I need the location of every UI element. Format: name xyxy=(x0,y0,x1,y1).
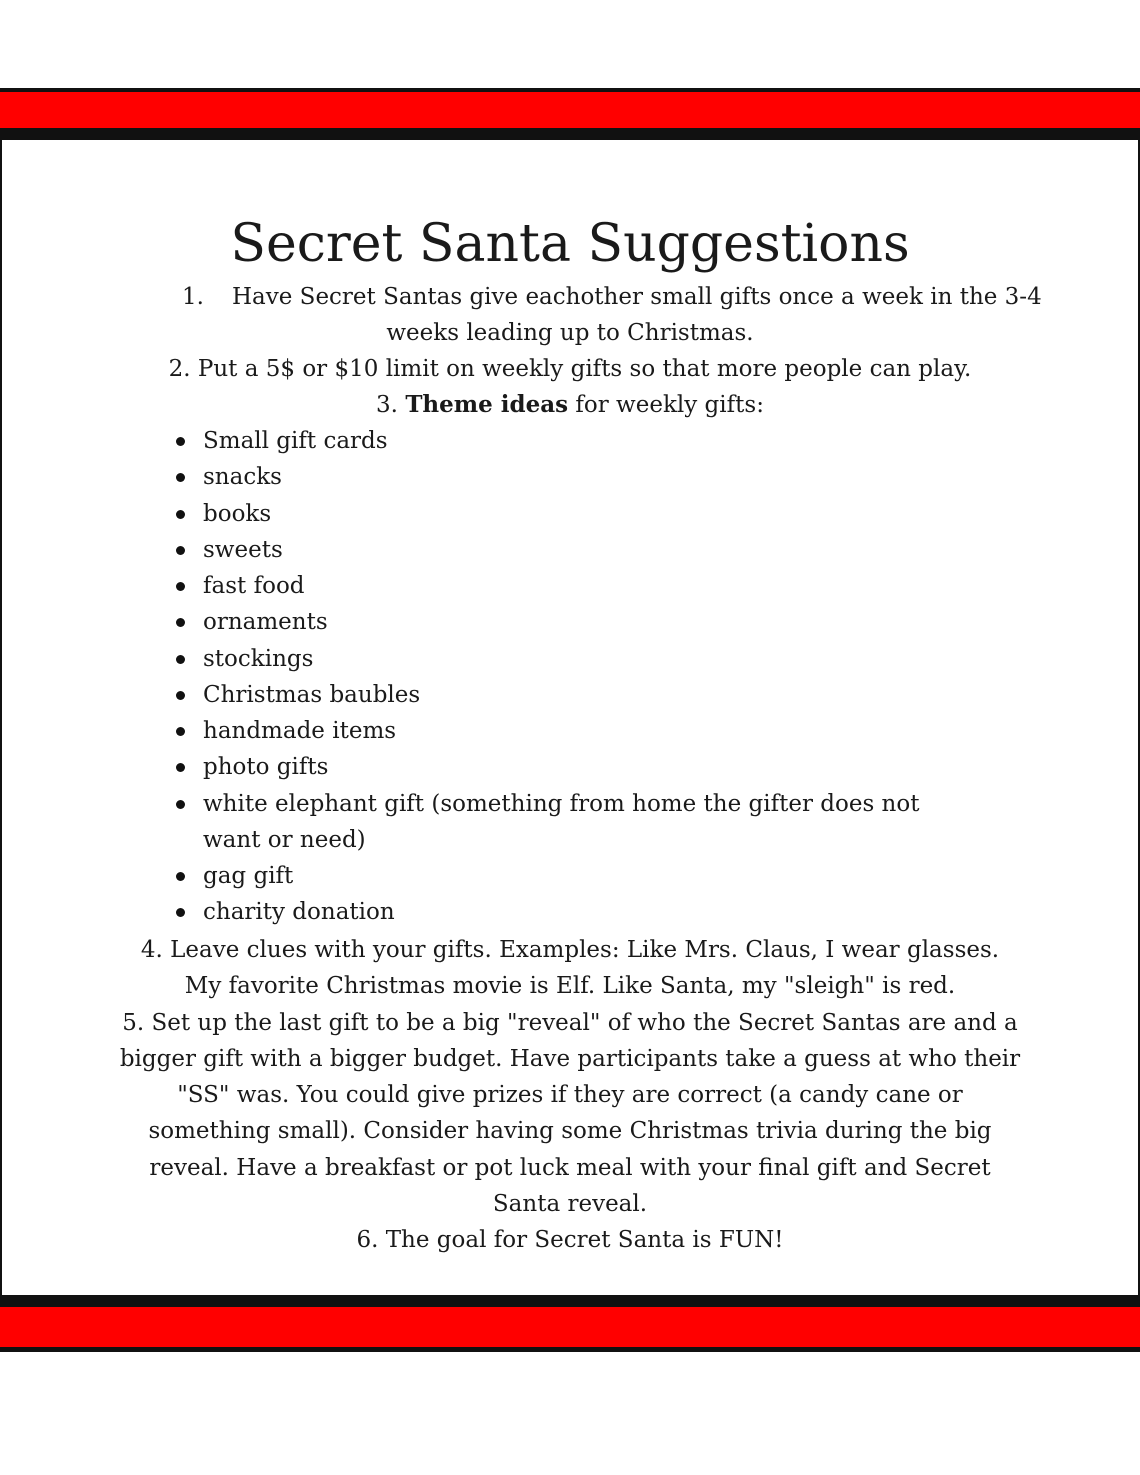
item-6-text: 6. The goal for Secret Santa is FUN! xyxy=(356,1227,784,1253)
theme-idea-item xyxy=(0,604,1140,640)
item-2-text: 2. Put a 5$ or $10 limit on weekly gifts so that more people can play. xyxy=(168,356,972,382)
bullet-icon xyxy=(176,908,185,917)
theme-ideas-list xyxy=(0,423,1140,931)
item-5-text-line-2: bigger gift with a bigger budget. Have participants take a guess at who their xyxy=(119,1046,1021,1072)
bullet-icon xyxy=(176,655,185,664)
theme-idea-label: charity donation xyxy=(203,899,395,926)
item-1-text-line-2: weeks leading up to Christmas. xyxy=(386,320,754,346)
item-3-prefix: 3. xyxy=(376,392,406,418)
theme-idea-label: books xyxy=(203,500,272,527)
item-5-text-line-5: reveal. Have a breakfast or pot luck meal with your final gift and Secret xyxy=(149,1155,991,1181)
theme-idea-label: handmade items xyxy=(203,718,397,744)
bullet-icon xyxy=(176,872,185,881)
bullet-icon xyxy=(176,691,185,700)
theme-idea-label: stockings xyxy=(203,645,314,672)
theme-idea-item xyxy=(0,894,1140,930)
item-3-suffix: for weekly gifts: xyxy=(568,392,764,418)
item-1-text-line-1: Have Secret Santas give eachother small gifts once a week in the 3-4 xyxy=(232,284,1042,310)
bullet-icon xyxy=(176,800,185,809)
bottom-band-black-stripe xyxy=(0,1295,1140,1307)
theme-idea-label: Christmas baubles xyxy=(203,681,421,708)
theme-idea-label: photo gifts xyxy=(203,754,329,781)
page-title: Secret Santa Suggestions xyxy=(230,214,910,274)
theme-idea-item xyxy=(0,568,1140,604)
bullet-icon xyxy=(176,582,185,591)
item-5-text-line-6: Santa reveal. xyxy=(492,1191,648,1217)
theme-idea-item xyxy=(0,858,1140,894)
theme-idea-item xyxy=(0,423,1140,459)
item-5-text-line-1: 5. Set up the last gift to be a big "reveal" of who the Secret Santas are and a xyxy=(122,1010,1018,1036)
theme-idea-item xyxy=(0,749,1140,785)
theme-idea-item xyxy=(0,786,1140,859)
theme-idea-label: gag gift xyxy=(203,863,294,889)
theme-idea-label: Small gift cards xyxy=(203,428,388,454)
item-3-bold-label: Theme ideas xyxy=(405,391,569,418)
top-border-band xyxy=(0,88,1140,140)
theme-idea-label: sweets xyxy=(203,536,283,563)
bullet-icon xyxy=(176,546,185,555)
theme-idea-item xyxy=(0,713,1140,749)
item-1-number: 1. xyxy=(182,284,204,310)
theme-idea-item xyxy=(0,496,1140,532)
bullet-icon xyxy=(176,473,185,482)
theme-idea-item xyxy=(0,677,1140,713)
item-4-text-line-1: 4. Leave clues with your gifts. Examples: Like Mrs. Claus, I wear glasses. xyxy=(140,937,1000,963)
theme-idea-item xyxy=(0,532,1140,568)
bullet-icon xyxy=(176,618,185,627)
bullet-icon xyxy=(176,763,185,772)
theme-idea-label: fast food xyxy=(203,573,305,599)
item-4-text-line-2: My favorite Christmas movie is Elf. Like Santa, my "sleigh" is red. xyxy=(184,973,956,999)
theme-idea-label: white elephant gift (something from home the gifter does not want or need) xyxy=(203,790,920,853)
theme-idea-label: snacks xyxy=(203,464,282,491)
bullet-icon xyxy=(176,437,185,446)
item-5-text-line-4: something small). Consider having some Christmas trivia during the big xyxy=(148,1118,992,1144)
bullet-icon xyxy=(176,510,185,519)
bottom-border-band xyxy=(0,1295,1140,1352)
bottom-band-red-stripe xyxy=(0,1307,1140,1347)
theme-idea-item xyxy=(0,459,1140,495)
bullet-icon xyxy=(176,727,185,736)
top-band-black-stripe xyxy=(0,128,1140,140)
theme-idea-item xyxy=(0,641,1140,677)
item-3-text xyxy=(0,387,1140,423)
theme-idea-label: ornaments xyxy=(203,609,328,636)
bottom-band-black-line xyxy=(0,1347,1140,1352)
top-band-red-stripe xyxy=(0,92,1140,128)
item-5-text-line-3: "SS" was. You could give prizes if they are correct (a candy cane or xyxy=(177,1082,963,1108)
